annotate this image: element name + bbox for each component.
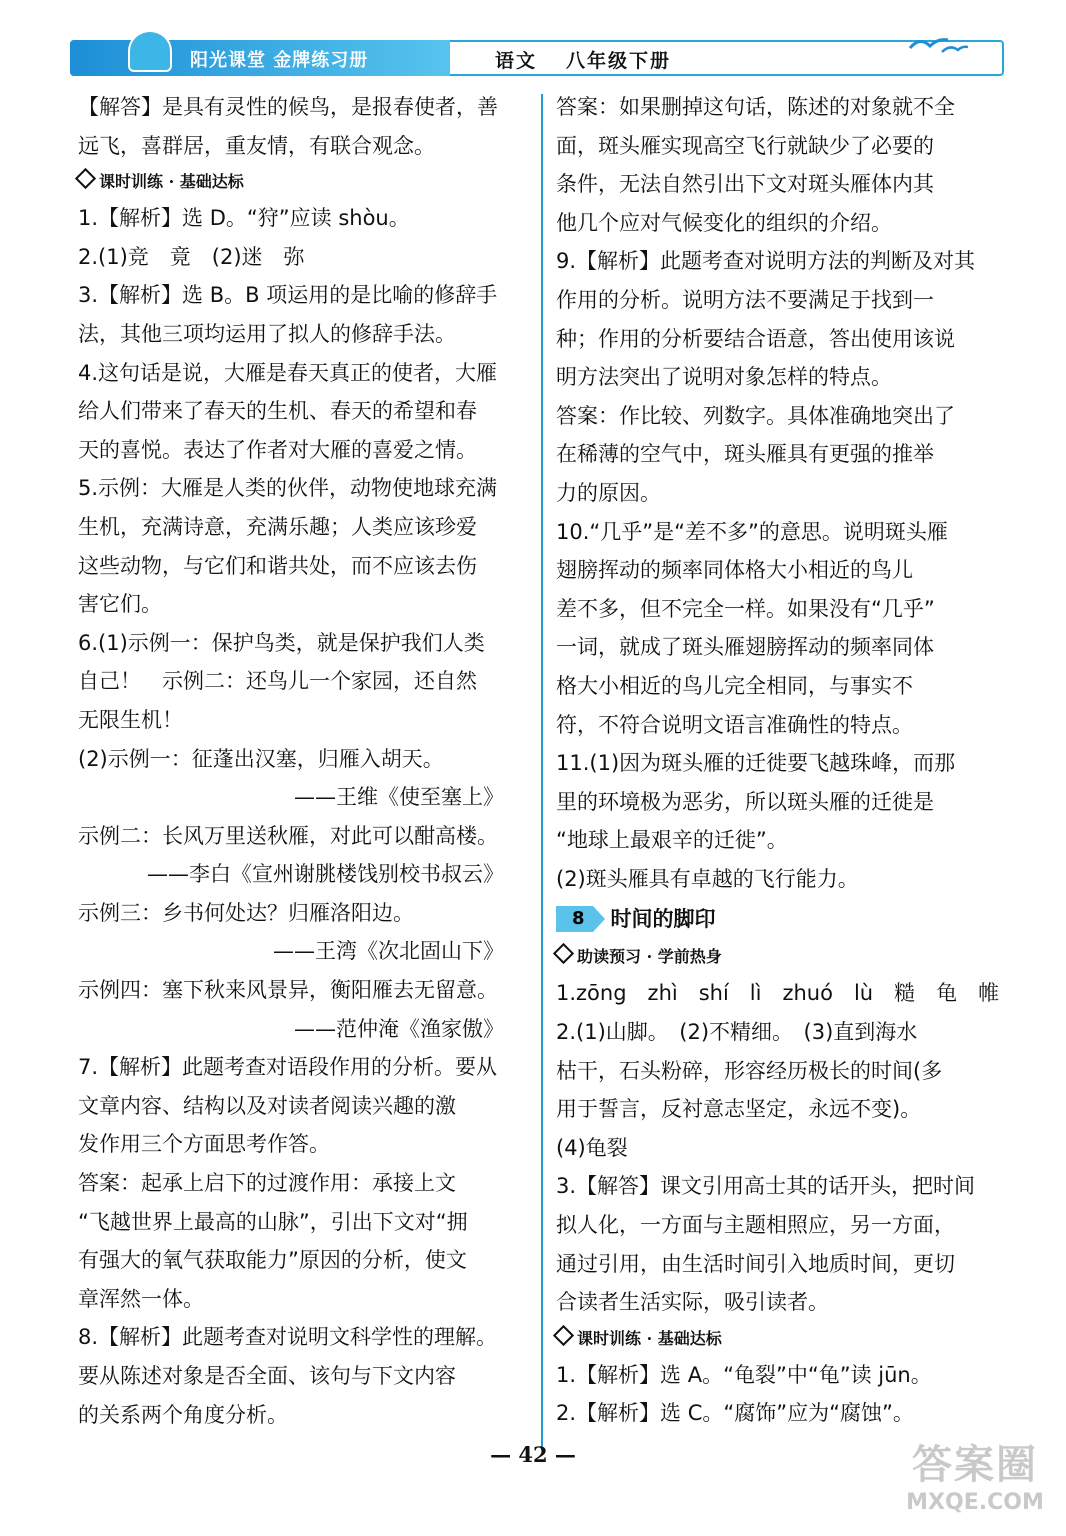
text-line: 发作用三个方面思考作答。 — [78, 1132, 330, 1157]
right-column — [556, 88, 1002, 1433]
text-line: 生机，充满诗意，充满乐趣；人类应该珍爱 — [78, 514, 477, 539]
globe-logo-icon — [128, 30, 172, 72]
poem-attribution: ——范仲淹《渔家傲》 — [294, 1016, 504, 1041]
text-line: 无限生机！ — [78, 707, 183, 732]
text-line: 格大小相近的鸟儿完全相同，与事实不 — [556, 673, 913, 698]
birds-icon — [902, 30, 972, 60]
text-line: 示例四：塞下秋来风景异，衡阳雁去无留意。 — [78, 978, 498, 1003]
poem-attribution: ——王湾《次北固山下》 — [273, 939, 504, 964]
diamond-icon — [75, 168, 96, 189]
text-line: (4)龟裂 — [556, 1135, 628, 1160]
text-line: 里的环境极为恶劣，所以斑头雁的迁徙是 — [556, 789, 934, 814]
page-header — [70, 30, 1000, 78]
text-line: 章浑然一体。 — [78, 1286, 204, 1311]
text-line: (2)斑头雁具有卓越的飞行能力。 — [556, 866, 859, 891]
text-line: 合读者生活实际，吸引读者。 — [556, 1290, 829, 1315]
section-heading-text: 课时训练 · 基础达标 — [577, 1328, 722, 1348]
text-line: 1.【解析】选 D。“狩”应读 shòu。 — [78, 206, 410, 231]
text-line: “飞越世界上最高的山脉”，引出下文对“拥 — [78, 1209, 468, 1234]
text-line: 示例二：长风万里送秋雁，对此可以酣高楼。 — [78, 823, 498, 848]
diamond-icon — [553, 943, 574, 964]
text-line: 作用的分析。说明方法不要满足于找到一 — [556, 287, 934, 312]
text-line: 1.【解析】选 A。“龟裂”中“龟”读 jūn。 — [556, 1362, 932, 1387]
subject-label: 语文 — [495, 50, 538, 72]
text-line: 7.【解析】此题考查对语段作用的分析。要从 — [78, 1055, 498, 1080]
text-line: 害它们。 — [78, 592, 162, 617]
watermark-line2: MXQE.COM — [906, 1490, 1044, 1515]
text-line: 差不多，但不完全一样。如果没有“几乎” — [556, 596, 935, 621]
text-line: 法，其他三项均运用了拟人的修辞手法。 — [78, 321, 456, 346]
text-line: 通过引用，由生活时间引入地质时间，更切 — [556, 1251, 955, 1276]
text-line: 自己！ 示例二：还鸟儿一个家园，还自然 — [78, 669, 477, 694]
lesson-title: 时间的脚印 — [610, 907, 716, 932]
section-heading — [78, 165, 508, 199]
text-line: 答案：如果删掉这句话，陈述的对象就不全 — [556, 95, 955, 119]
text-line: 3.【解答】课文引用高士其的话开头，把时间 — [556, 1174, 976, 1199]
diamond-icon — [553, 1325, 574, 1346]
text-line: 这些动物，与它们和谐共处，而不应该去伤 — [78, 553, 477, 578]
text-line: 6.(1)示例一：保护鸟类，就是保护我们人类 — [78, 630, 485, 655]
text-line: 8.【解析】此题考查对说明文科学性的理解。 — [78, 1325, 498, 1350]
series-title: 阳光课堂 金牌练习册 — [190, 50, 369, 71]
text-line: 天的喜悦。表达了作者对大雁的喜爱之情。 — [78, 437, 477, 462]
text-line: 在稀薄的空气中，斑头雁具有更强的推举 — [556, 442, 934, 467]
text-line: 有强大的氧气获取能力”原因的分析，使文 — [78, 1248, 467, 1273]
text-line: 给人们带来了春天的生机、春天的希望和春 — [78, 399, 477, 424]
text-line: 他几个应对气候变化的组织的介绍。 — [556, 210, 892, 235]
lesson-heading — [556, 898, 1002, 940]
text-line: (2)示例一：征蓬出汉塞，归雁入胡天。 — [78, 746, 444, 771]
column-divider — [541, 94, 543, 1450]
text-line: 力的原因。 — [556, 480, 661, 505]
text-line: 枯干，石头粉碎，形容经历极长的时间(多 — [556, 1058, 943, 1083]
section-heading — [556, 1322, 1002, 1356]
text-line: 11.(1)因为斑头雁的迁徙要飞越珠峰，而那 — [556, 751, 956, 776]
site-watermark — [890, 1442, 1060, 1528]
text-line: 符，不符合说明文语言准确性的特点。 — [556, 712, 913, 737]
text-line: 9.【解析】此题考查对说明方法的判断及对其 — [556, 249, 976, 274]
text-line: 答案：起承上启下的过渡作用：承接上文 — [78, 1171, 456, 1196]
poem-attribution: ——王维《使至塞上》 — [294, 785, 504, 810]
text-line: 面，斑头雁实现高空飞行就缺少了必要的 — [556, 133, 934, 158]
text-line: 2.【解析】选 C。“腐饰”应为“腐蚀”。 — [556, 1401, 914, 1426]
text-line: 一词，就成了斑头雁翅膀挥动的频率同体 — [556, 635, 934, 660]
lesson-number: 8 — [556, 906, 593, 932]
text-line: 10.“几乎”是“差不多”的意思。说明斑头雁 — [556, 519, 948, 544]
section-heading — [556, 940, 1002, 974]
text-line: “地球上最艰辛的迁徙”。 — [556, 828, 788, 853]
text-line: 用于誓言，反衬意志坚定，永远不变)。 — [556, 1097, 922, 1122]
text-line: 翅膀挥动的频率同体格大小相近的鸟儿 — [556, 558, 913, 583]
text-line: 条件，无法自然引出下文对斑头雁体内其 — [556, 172, 934, 197]
text-line: 种；作用的分析要结合语意，答出使用该说 — [556, 326, 955, 351]
poem-attribution: ——李白《宣州谢朓楼饯别校书叔云》 — [147, 862, 504, 887]
text-line: 5.示例：大雁是人类的伙伴，动物使地球充满 — [78, 476, 498, 501]
text-line: 答案：作比较、列数字。具体准确地突出了 — [556, 403, 955, 428]
left-column — [78, 88, 508, 1434]
text-line: 示例三：乡书何处达？归雁洛阳边。 — [78, 900, 414, 925]
section-heading-text: 课时训练 · 基础达标 — [99, 172, 244, 192]
text-line: 【解答】是具有灵性的候鸟，是报春使者，善 — [78, 95, 498, 119]
section-heading-text: 助读预习 · 学前热身 — [577, 947, 722, 967]
text-line: 4.这句话是说，大雁是春天真正的使者，大雁 — [78, 360, 498, 385]
text-line: 明方法突出了说明对象怎样的特点。 — [556, 365, 892, 390]
arrow-icon — [593, 906, 605, 932]
watermark-line1: 答案圈 — [912, 1442, 1038, 1488]
text-line: 2.(1)山脚。 (2)不精细。 (3)直到海水 — [556, 1020, 918, 1045]
text-line: 1.zōng zhì shí lì zhuó lù 糙 龟 帷 — [556, 981, 1000, 1006]
text-line: 2.(1)竞 竟 (2)迷 弥 — [78, 244, 305, 269]
text-line: 文章内容、结构以及对读者阅读兴趣的激 — [78, 1093, 456, 1118]
text-line: 3.【解析】选 B。B 项运用的是比喻的修辞手 — [78, 283, 498, 308]
text-line: 要从陈述对象是否全面、该句与下文内容 — [78, 1364, 456, 1388]
grade-label: 八年级下册 — [566, 50, 672, 72]
text-line: 的关系两个角度分析。 — [78, 1402, 288, 1427]
page-number: — 42 — — [490, 1442, 576, 1467]
text-line: 远飞，喜群居，重友情，有联合观念。 — [78, 133, 435, 158]
text-line: 拟人化，一方面与主题相照应，另一方面， — [556, 1213, 955, 1238]
